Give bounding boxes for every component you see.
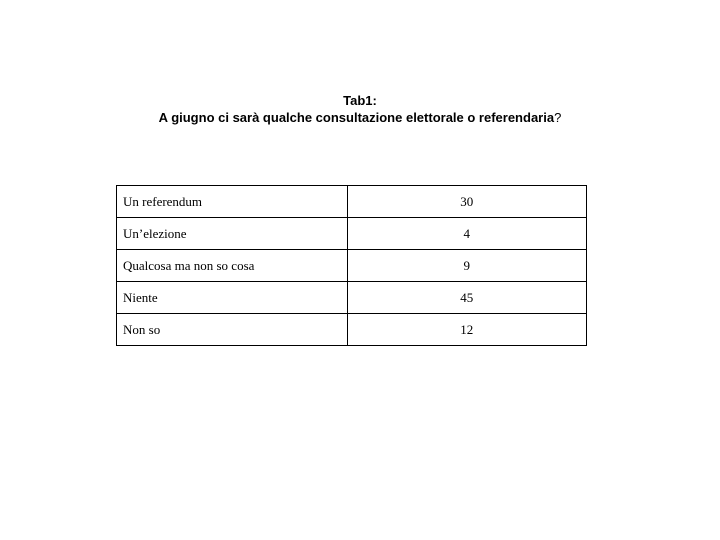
- question-text: A giugno ci sarà qualche consultazione elettorale o referendaria: [158, 110, 555, 125]
- row-label: Un referendum: [117, 186, 348, 218]
- table-row: [117, 218, 587, 250]
- question-mark: ?: [554, 110, 562, 125]
- table-number: Tab1:: [343, 93, 377, 108]
- question-title: [0, 109, 720, 126]
- results-table: [116, 185, 587, 346]
- table-row: [117, 282, 587, 314]
- row-label: Un’elezione: [117, 218, 348, 250]
- table-row: [117, 186, 587, 218]
- row-value: 12: [347, 314, 586, 346]
- row-value: 30: [347, 186, 586, 218]
- table-caption: [0, 92, 720, 126]
- row-label: Niente: [117, 282, 348, 314]
- table-row: [117, 314, 587, 346]
- table-row: [117, 250, 587, 282]
- row-label: Non so: [117, 314, 348, 346]
- row-value: 45: [347, 282, 586, 314]
- row-label: Qualcosa ma non so cosa: [117, 250, 348, 282]
- row-value: 9: [347, 250, 586, 282]
- row-value: 4: [347, 218, 586, 250]
